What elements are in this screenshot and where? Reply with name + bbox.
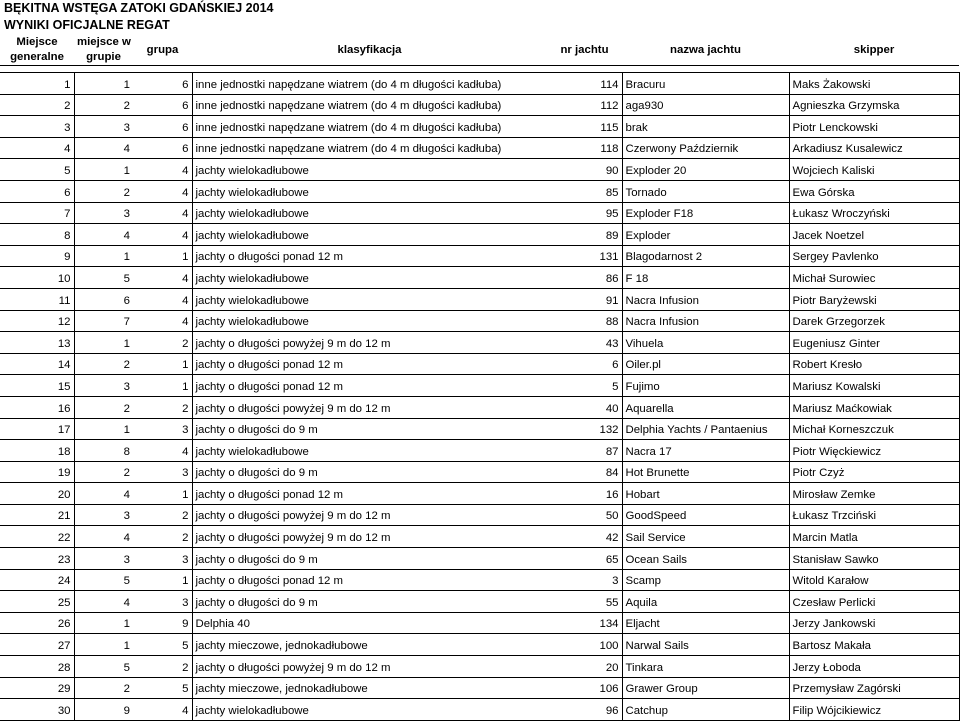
yacht-name-cell[interactable]: Vihuela — [622, 332, 789, 354]
classification-cell[interactable]: jachty o długości powyżej 9 m do 12 m — [192, 526, 547, 548]
place-in-group-cell[interactable]: 2 — [74, 180, 133, 202]
yacht-name-cell[interactable]: Nacra Infusion — [622, 288, 789, 310]
skipper-cell[interactable]: Wojciech Kaliski — [789, 159, 959, 181]
place-overall-cell[interactable]: 9 — [0, 245, 74, 267]
classification-cell[interactable]: jachty o długości powyżej 9 m do 12 m — [192, 396, 547, 418]
place-in-group-cell[interactable]: 4 — [74, 591, 133, 613]
place-overall-cell[interactable]: 16 — [0, 396, 74, 418]
place-in-group-cell[interactable]: 8 — [74, 440, 133, 462]
place-in-group-cell[interactable]: 3 — [74, 202, 133, 224]
skipper-cell[interactable]: Mariusz Maćkowiak — [789, 396, 959, 418]
yacht-name-cell[interactable]: F 18 — [622, 267, 789, 289]
header-spacer — [0, 66, 959, 73]
skipper-cell[interactable]: Jacek Noetzel — [789, 224, 959, 246]
classification-cell[interactable]: jachty o długości powyżej 9 m do 12 m — [192, 656, 547, 678]
group-cell[interactable]: 1 — [133, 375, 192, 397]
classification-cell[interactable]: jachty o długości do 9 m — [192, 591, 547, 613]
group-cell[interactable]: 2 — [133, 396, 192, 418]
skipper-cell[interactable]: Stanisław Sawko — [789, 548, 959, 570]
place-overall-cell[interactable]: 5 — [0, 159, 74, 181]
yacht-name-cell[interactable]: Aquila — [622, 591, 789, 613]
yacht-number-cell[interactable]: 90 — [547, 159, 622, 181]
table-row — [0, 375, 959, 397]
skipper-cell[interactable]: Michał Surowiec — [789, 267, 959, 289]
place-overall-cell[interactable]: 23 — [0, 548, 74, 570]
skipper-cell[interactable]: Arkadiusz Kusalewicz — [789, 137, 959, 159]
place-in-group-cell[interactable]: 4 — [74, 483, 133, 505]
skipper-cell[interactable]: Mirosław Zemke — [789, 483, 959, 505]
skipper-cell[interactable]: Łukasz Trzciński — [789, 504, 959, 526]
header-skipper[interactable]: skipper — [789, 35, 959, 66]
group-cell[interactable]: 3 — [133, 418, 192, 440]
classification-cell[interactable]: jachty wielokadłubowe — [192, 224, 547, 246]
place-overall-cell[interactable]: 6 — [0, 180, 74, 202]
table-row — [0, 677, 959, 699]
place-overall-cell[interactable]: 17 — [0, 418, 74, 440]
yacht-name-cell[interactable]: Narwal Sails — [622, 634, 789, 656]
table-row — [0, 94, 959, 116]
place-in-group-cell[interactable]: 1 — [74, 245, 133, 267]
group-cell[interactable]: 6 — [133, 137, 192, 159]
skipper-cell[interactable]: Darek Grzegorzek — [789, 310, 959, 332]
classification-cell[interactable]: jachty o długości ponad 12 m — [192, 375, 547, 397]
yacht-name-cell[interactable]: Hot Brunette — [622, 461, 789, 483]
table-row — [0, 180, 959, 202]
table-row — [0, 116, 959, 138]
place-in-group-cell[interactable]: 5 — [74, 569, 133, 591]
table-row — [0, 699, 959, 721]
classification-cell[interactable]: jachty wielokadłubowe — [192, 310, 547, 332]
results-table — [0, 35, 960, 721]
group-cell[interactable]: 4 — [133, 180, 192, 202]
place-in-group-cell[interactable]: 1 — [74, 612, 133, 634]
classification-cell[interactable]: jachty o długości do 9 m — [192, 548, 547, 570]
yacht-number-cell[interactable]: 84 — [547, 461, 622, 483]
place-in-group-cell[interactable]: 2 — [74, 353, 133, 375]
place-overall-cell[interactable]: 15 — [0, 375, 74, 397]
table-row — [0, 267, 959, 289]
yacht-name-cell[interactable]: Hobart — [622, 483, 789, 505]
yacht-number-cell[interactable]: 112 — [547, 94, 622, 116]
yacht-number-cell[interactable]: 5 — [547, 375, 622, 397]
group-cell[interactable]: 2 — [133, 656, 192, 678]
place-in-group-cell[interactable]: 2 — [74, 677, 133, 699]
group-cell[interactable]: 2 — [133, 332, 192, 354]
place-overall-cell[interactable]: 25 — [0, 591, 74, 613]
place-overall-cell[interactable]: 13 — [0, 332, 74, 354]
skipper-cell[interactable]: Bartosz Makała — [789, 634, 959, 656]
yacht-number-cell[interactable]: 131 — [547, 245, 622, 267]
table-row — [0, 483, 959, 505]
header-row — [0, 35, 959, 66]
place-overall-cell[interactable]: 12 — [0, 310, 74, 332]
place-overall-cell[interactable]: 3 — [0, 116, 74, 138]
group-cell[interactable]: 2 — [133, 526, 192, 548]
table-row — [0, 73, 959, 95]
classification-cell[interactable]: jachty wielokadłubowe — [192, 288, 547, 310]
header-nr-jachtu[interactable]: nr jachtu — [547, 35, 622, 66]
yacht-number-cell[interactable]: 55 — [547, 591, 622, 613]
place-in-group-cell[interactable]: 2 — [74, 461, 133, 483]
group-cell[interactable]: 6 — [133, 94, 192, 116]
table-row — [0, 245, 959, 267]
yacht-name-cell[interactable]: Ocean Sails — [622, 548, 789, 570]
yacht-number-cell[interactable]: 89 — [547, 224, 622, 246]
table-row — [0, 569, 959, 591]
classification-cell[interactable]: jachty o długości do 9 m — [192, 418, 547, 440]
classification-cell[interactable]: jachty wielokadłubowe — [192, 699, 547, 721]
classification-cell[interactable]: jachty o długości powyżej 9 m do 12 m — [192, 332, 547, 354]
group-cell[interactable]: 5 — [133, 677, 192, 699]
group-cell[interactable]: 1 — [133, 353, 192, 375]
place-overall-cell[interactable]: 14 — [0, 353, 74, 375]
classification-cell[interactable]: jachty o długości ponad 12 m — [192, 569, 547, 591]
table-row — [0, 137, 959, 159]
yacht-number-cell[interactable]: 85 — [547, 180, 622, 202]
header-klasyfikacja[interactable]: klasyfikacja — [192, 35, 547, 66]
place-overall-cell[interactable]: 4 — [0, 137, 74, 159]
classification-cell[interactable]: jachty wielokadłubowe — [192, 267, 547, 289]
header-grupa[interactable]: grupa — [133, 35, 192, 66]
place-overall-cell[interactable]: 29 — [0, 677, 74, 699]
yacht-number-cell[interactable]: 40 — [547, 396, 622, 418]
classification-cell[interactable]: jachty o długości ponad 12 m — [192, 483, 547, 505]
skipper-cell[interactable]: Jerzy Jankowski — [789, 612, 959, 634]
yacht-name-cell[interactable]: aga930 — [622, 94, 789, 116]
place-in-group-cell[interactable]: 1 — [74, 159, 133, 181]
table-row — [0, 288, 959, 310]
yacht-name-cell[interactable]: GoodSpeed — [622, 504, 789, 526]
place-overall-cell[interactable]: 18 — [0, 440, 74, 462]
classification-cell[interactable]: jachty o długości ponad 12 m — [192, 245, 547, 267]
table-row — [0, 418, 959, 440]
yacht-name-cell[interactable]: Exploder 20 — [622, 159, 789, 181]
table-row — [0, 353, 959, 375]
yacht-number-cell[interactable]: 100 — [547, 634, 622, 656]
sheet-subtitle: WYNIKI OFICJALNE REGAT — [4, 18, 170, 32]
table-row — [0, 332, 959, 354]
yacht-number-cell[interactable]: 42 — [547, 526, 622, 548]
skipper-cell[interactable]: Ewa Górska — [789, 180, 959, 202]
place-overall-cell[interactable]: 8 — [0, 224, 74, 246]
group-cell[interactable]: 6 — [133, 116, 192, 138]
classification-cell[interactable]: jachty wielokadłubowe — [192, 202, 547, 224]
yacht-number-cell[interactable]: 114 — [547, 73, 622, 95]
classification-cell[interactable]: inne jednostki napędzane wiatrem (do 4 m długości kadłuba) — [192, 137, 547, 159]
group-cell[interactable]: 1 — [133, 569, 192, 591]
skipper-cell[interactable]: Łukasz Wroczyński — [789, 202, 959, 224]
group-cell[interactable]: 4 — [133, 224, 192, 246]
yacht-number-cell[interactable]: 87 — [547, 440, 622, 462]
table-row — [0, 461, 959, 483]
yacht-number-cell[interactable]: 3 — [547, 569, 622, 591]
skipper-cell[interactable]: Piotr Więckiewicz — [789, 440, 959, 462]
place-in-group-cell[interactable]: 1 — [74, 73, 133, 95]
group-cell[interactable]: 4 — [133, 267, 192, 289]
place-in-group-cell[interactable]: 3 — [74, 504, 133, 526]
yacht-number-cell[interactable]: 43 — [547, 332, 622, 354]
place-in-group-cell[interactable]: 1 — [74, 418, 133, 440]
yacht-number-cell[interactable]: 96 — [547, 699, 622, 721]
group-cell[interactable]: 3 — [133, 461, 192, 483]
group-cell[interactable]: 3 — [133, 548, 192, 570]
group-cell[interactable]: 4 — [133, 699, 192, 721]
yacht-name-cell[interactable]: brak — [622, 116, 789, 138]
table-row — [0, 440, 959, 462]
table-row — [0, 548, 959, 570]
classification-cell[interactable]: inne jednostki napędzane wiatrem (do 4 m długości kadłuba) — [192, 116, 547, 138]
yacht-number-cell[interactable]: 134 — [547, 612, 622, 634]
classification-cell[interactable]: jachty wielokadłubowe — [192, 159, 547, 181]
table-row — [0, 310, 959, 332]
place-in-group-cell[interactable]: 2 — [74, 94, 133, 116]
yacht-number-cell[interactable]: 16 — [547, 483, 622, 505]
place-in-group-cell[interactable]: 6 — [74, 288, 133, 310]
table-row — [0, 396, 959, 418]
yacht-number-cell[interactable]: 118 — [547, 137, 622, 159]
classification-cell[interactable]: jachty wielokadłubowe — [192, 440, 547, 462]
table-row — [0, 224, 959, 246]
place-overall-cell[interactable]: 19 — [0, 461, 74, 483]
yacht-name-cell[interactable]: Exploder — [622, 224, 789, 246]
yacht-name-cell[interactable]: Delphia Yachts / Pantaenius — [622, 418, 789, 440]
skipper-cell[interactable]: Marcin Matla — [789, 526, 959, 548]
skipper-cell[interactable]: Witold Karałow — [789, 569, 959, 591]
group-cell[interactable]: 3 — [133, 591, 192, 613]
skipper-cell[interactable]: Piotr Czyż — [789, 461, 959, 483]
place-in-group-cell[interactable]: 4 — [74, 224, 133, 246]
table-row — [0, 612, 959, 634]
yacht-name-cell[interactable]: Czerwony Październik — [622, 137, 789, 159]
place-in-group-cell[interactable]: 3 — [74, 116, 133, 138]
skipper-cell[interactable]: Sergey Pavlenko — [789, 245, 959, 267]
place-overall-cell[interactable]: 26 — [0, 612, 74, 634]
skipper-cell[interactable]: Przemysław Zagórski — [789, 677, 959, 699]
group-cell[interactable]: 4 — [133, 440, 192, 462]
skipper-cell[interactable]: Filip Wójcikiewicz — [789, 699, 959, 721]
classification-cell[interactable]: jachty o długości do 9 m — [192, 461, 547, 483]
place-in-group-cell[interactable]: 5 — [74, 267, 133, 289]
place-overall-cell[interactable]: 2 — [0, 94, 74, 116]
header-nazwa-jachtu[interactable]: nazwa jachtu — [622, 35, 789, 66]
yacht-name-cell[interactable]: Aquarella — [622, 396, 789, 418]
sheet-title: BĘKITNA WSTĘGA ZATOKI GDAŃSKIEJ 2014 — [4, 1, 274, 15]
place-in-group-cell[interactable]: 1 — [74, 332, 133, 354]
table-row — [0, 526, 959, 548]
group-cell[interactable]: 1 — [133, 245, 192, 267]
group-cell[interactable]: 5 — [133, 634, 192, 656]
place-in-group-cell[interactable]: 9 — [74, 699, 133, 721]
table-row — [0, 202, 959, 224]
yacht-name-cell[interactable]: Tornado — [622, 180, 789, 202]
yacht-number-cell[interactable]: 86 — [547, 267, 622, 289]
header-miejsce-generalne[interactable]: Miejsce generalne — [0, 35, 74, 66]
place-overall-cell[interactable]: 1 — [0, 73, 74, 95]
yacht-name-cell[interactable]: Fujimo — [622, 375, 789, 397]
skipper-cell[interactable]: Piotr Lenckowski — [789, 116, 959, 138]
place-in-group-cell[interactable]: 2 — [74, 396, 133, 418]
yacht-number-cell[interactable]: 20 — [547, 656, 622, 678]
yacht-number-cell[interactable]: 132 — [547, 418, 622, 440]
place-in-group-cell[interactable]: 4 — [74, 137, 133, 159]
yacht-name-cell[interactable]: Oiler.pl — [622, 353, 789, 375]
skipper-cell[interactable]: Agnieszka Grzymska — [789, 94, 959, 116]
group-cell[interactable]: 1 — [133, 483, 192, 505]
place-in-group-cell[interactable]: 7 — [74, 310, 133, 332]
yacht-name-cell[interactable]: Bracuru — [622, 73, 789, 95]
yacht-number-cell[interactable]: 106 — [547, 677, 622, 699]
yacht-name-cell[interactable]: Catchup — [622, 699, 789, 721]
yacht-number-cell[interactable]: 91 — [547, 288, 622, 310]
place-overall-cell[interactable]: 24 — [0, 569, 74, 591]
classification-cell[interactable]: jachty wielokadłubowe — [192, 180, 547, 202]
skipper-cell[interactable]: Michał Korneszczuk — [789, 418, 959, 440]
place-in-group-cell[interactable]: 3 — [74, 375, 133, 397]
classification-cell[interactable]: inne jednostki napędzane wiatrem (do 4 m długości kadłuba) — [192, 94, 547, 116]
place-in-group-cell[interactable]: 5 — [74, 656, 133, 678]
classification-cell[interactable]: Delphia 40 — [192, 612, 547, 634]
place-overall-cell[interactable]: 21 — [0, 504, 74, 526]
yacht-number-cell[interactable]: 88 — [547, 310, 622, 332]
results-body — [0, 73, 959, 721]
place-in-group-cell[interactable]: 4 — [74, 526, 133, 548]
place-overall-cell[interactable]: 30 — [0, 699, 74, 721]
skipper-cell[interactable]: Piotr Baryżewski — [789, 288, 959, 310]
table-row — [0, 504, 959, 526]
classification-cell[interactable]: jachty o długości ponad 12 m — [192, 353, 547, 375]
group-cell[interactable]: 9 — [133, 612, 192, 634]
yacht-name-cell[interactable]: Blagodarnost 2 — [622, 245, 789, 267]
yacht-name-cell[interactable]: Sail Service — [622, 526, 789, 548]
table-row — [0, 656, 959, 678]
classification-cell[interactable]: inne jednostki napędzane wiatrem (do 4 m długości kadłuba) — [192, 73, 547, 95]
skipper-cell[interactable]: Jerzy Łoboda — [789, 656, 959, 678]
yacht-name-cell[interactable]: Scamp — [622, 569, 789, 591]
group-cell[interactable]: 2 — [133, 504, 192, 526]
yacht-name-cell[interactable]: Eljacht — [622, 612, 789, 634]
yacht-name-cell[interactable]: Tinkara — [622, 656, 789, 678]
skipper-cell[interactable]: Maks Żakowski — [789, 73, 959, 95]
group-cell[interactable]: 4 — [133, 288, 192, 310]
yacht-number-cell[interactable]: 95 — [547, 202, 622, 224]
place-overall-cell[interactable]: 20 — [0, 483, 74, 505]
place-overall-cell[interactable]: 11 — [0, 288, 74, 310]
classification-cell[interactable]: jachty o długości powyżej 9 m do 12 m — [192, 504, 547, 526]
skipper-cell[interactable]: Mariusz Kowalski — [789, 375, 959, 397]
table-row — [0, 591, 959, 613]
yacht-number-cell[interactable]: 6 — [547, 353, 622, 375]
yacht-number-cell[interactable]: 115 — [547, 116, 622, 138]
skipper-cell[interactable]: Czesław Perlicki — [789, 591, 959, 613]
yacht-name-cell[interactable]: Nacra 17 — [622, 440, 789, 462]
classification-cell[interactable]: jachty mieczowe, jednokadłubowe — [192, 634, 547, 656]
yacht-name-cell[interactable]: Nacra Infusion — [622, 310, 789, 332]
place-in-group-cell[interactable]: 1 — [74, 634, 133, 656]
yacht-number-cell[interactable]: 50 — [547, 504, 622, 526]
group-cell[interactable]: 4 — [133, 202, 192, 224]
table-row — [0, 159, 959, 181]
place-overall-cell[interactable]: 10 — [0, 267, 74, 289]
group-cell[interactable]: 4 — [133, 310, 192, 332]
classification-cell[interactable]: jachty mieczowe, jednokadłubowe — [192, 677, 547, 699]
skipper-cell[interactable]: Eugeniusz Ginter — [789, 332, 959, 354]
place-in-group-cell[interactable]: 3 — [74, 548, 133, 570]
yacht-name-cell[interactable]: Exploder F18 — [622, 202, 789, 224]
yacht-number-cell[interactable]: 65 — [547, 548, 622, 570]
place-overall-cell[interactable]: 28 — [0, 656, 74, 678]
yacht-name-cell[interactable]: Grawer Group — [622, 677, 789, 699]
group-cell[interactable]: 6 — [133, 73, 192, 95]
skipper-cell[interactable]: Robert Kresło — [789, 353, 959, 375]
header-miejsce-w-grupie[interactable]: miejsce w grupie — [74, 35, 133, 66]
table-row — [0, 634, 959, 656]
place-overall-cell[interactable]: 27 — [0, 634, 74, 656]
group-cell[interactable]: 4 — [133, 159, 192, 181]
place-overall-cell[interactable]: 22 — [0, 526, 74, 548]
place-overall-cell[interactable]: 7 — [0, 202, 74, 224]
